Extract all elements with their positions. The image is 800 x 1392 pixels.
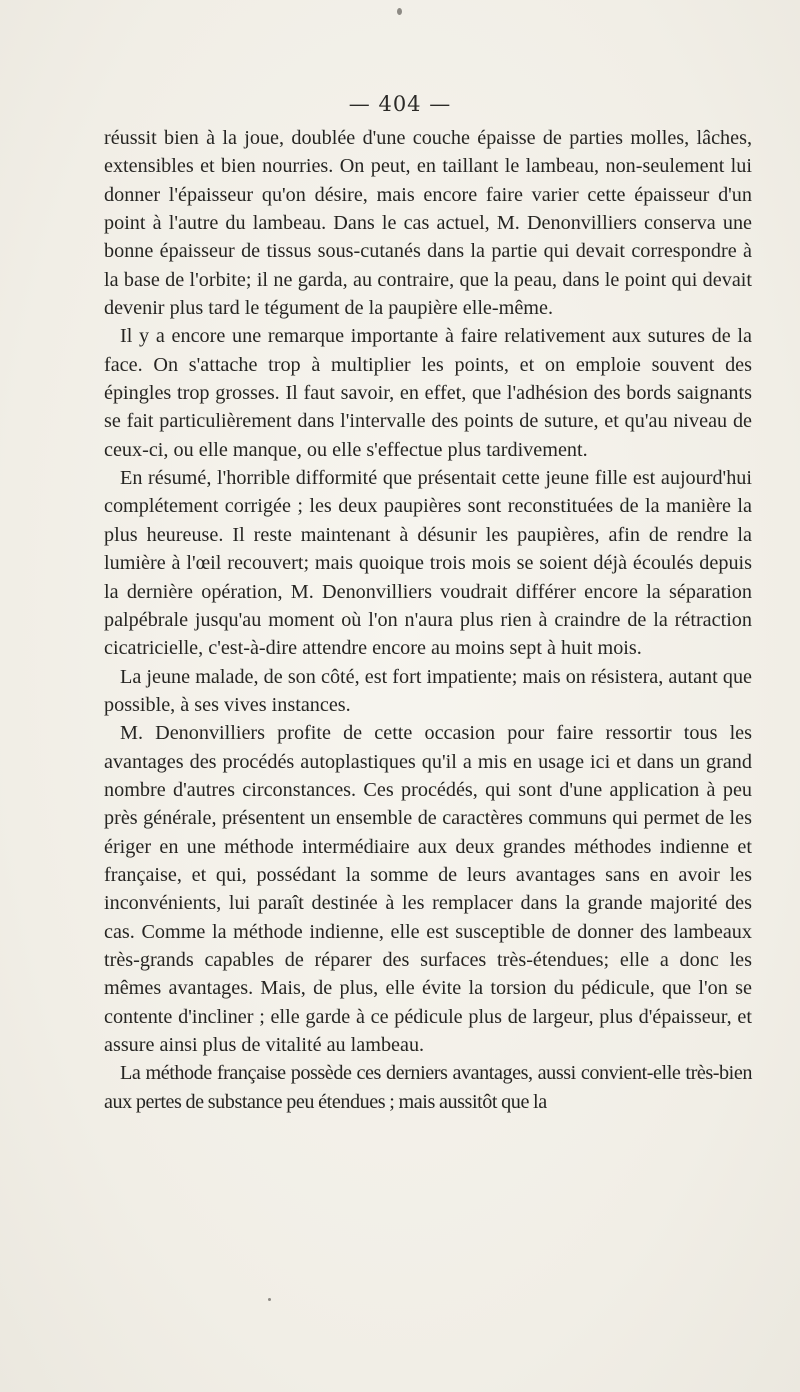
paragraph-6: La méthode française possède ces derniers avantages, aussi convient-elle très-bien aux pertes de substance peu étendues ; mais aussitôt que la — [104, 1062, 752, 1113]
paper-speck — [268, 1298, 271, 1301]
page-number: — 404 — — [348, 92, 452, 116]
paragraph-1: réussit bien à la joue, doublée d'une couche épaisse de parties molles, lâches, extensibles et bien nourries. On peut, en taillant le lambeau, non-seulement lui donner l'épaisseur qu'on désire, mais encore faire varier cette épaisseur d'un point à l'autre du lambeau. Dans le cas actuel, M. Denonvilliers conserva une bonne épaisseur de tissus sous-cutanés dans la partie qui devait correspondre à la base de l'orbite; il ne garda, au contraire, que la peau, dans le point qui devait devenir plus tard le tégument de la paupière elle-même. — [104, 127, 752, 320]
paragraph-4: La jeune malade, de son côté, est fort impatiente; mais on résistera, autant que possible, à ses vives instances. — [104, 665, 752, 716]
paragraph-5: M. Denonvilliers profite de cette occasion pour faire ressortir tous les avantages des procédés autoplastiques qu'il a mis en usage ici et dans un grand nombre d'autres circonstances. Ces procédés, qui sont d'une application à peu près générale, présentent un ensemble de caractères communs qui permet de les ériger en une méthode intermédiaire aux deux grandes méthodes indienne et française, et qui, possédant la somme de leurs avantages sans en avoir les inconvénients, lui paraît destinée à les remplacer dans la grande majorité des cas. Comme la méthode indienne, elle est susceptible de donner des lambeaux très-grands capables de réparer des surfaces très-étendues; elle a donc les mêmes avantages. Mais, de plus, elle évite la torsion du pédicule, que l'on se contente d'incliner ; elle garde à ce pédicule plus de largeur, plus d'épaisseur, et assure ainsi plus de vitalité au lambeau. — [104, 722, 752, 1056]
paragraph-2: Il y a encore une remarque importante à faire relativement aux sutures de la face. On s'attache trop à multiplier les points, et on emploie souvent des épingles trop grosses. Il faut savoir, en effet, que l'adhésion des bords saignants se fait particulièrement dans l'intervalle des points de suture, et qu'au niveau de ceux-ci, ou elle manque, ou elle s'effectue plus tardivement. — [104, 325, 752, 461]
page-body-text — [104, 124, 752, 1116]
paper-speck — [397, 8, 402, 15]
paragraph-3: En résumé, l'horrible difformité que présentait cette jeune fille est aujourd'hui complétement corrigée ; les deux paupières sont reconstituées de la manière la plus heureuse. Il reste maintenant à désunir les paupières, afin de rendre la lumière à l'œil recouvert; mais quoique trois mois se soient déjà écoulés depuis la dernière opération, M. Denonvilliers voudrait différer encore la séparation palpébrale jusqu'au moment où l'on n'aura plus rien à craindre de la rétraction cicatricielle, c'est-à-dire attendre encore au moins sept à huit mois. — [104, 467, 752, 660]
